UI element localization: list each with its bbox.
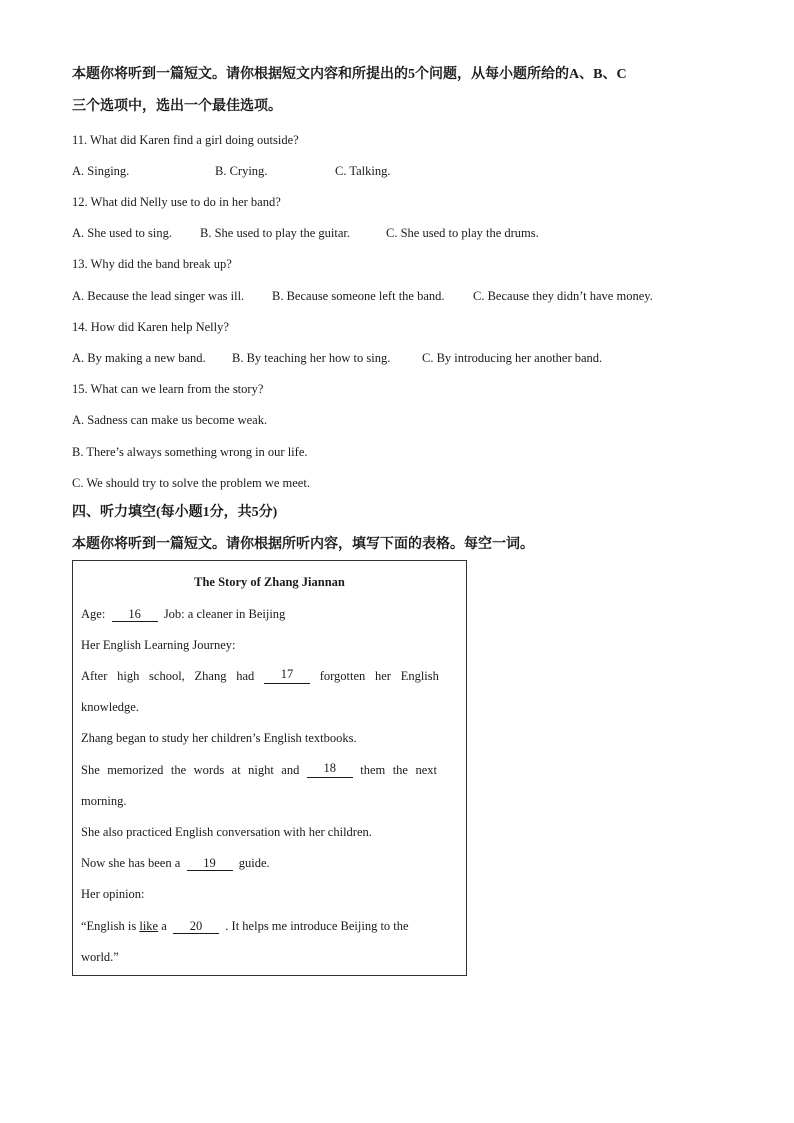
word: had bbox=[236, 669, 255, 683]
opinion-heading: Her opinion: bbox=[81, 887, 145, 901]
journey-line-1b: knowledge. bbox=[81, 700, 139, 714]
fill-in-table bbox=[72, 560, 467, 976]
option-c[interactable]: C. By introducing her another band. bbox=[422, 351, 603, 365]
opinion-line-1 bbox=[81, 918, 409, 934]
option-c[interactable]: C. We should try to solve the problem we meet. bbox=[72, 476, 310, 490]
option-a[interactable]: A. By making a new band. bbox=[72, 351, 206, 365]
word: and bbox=[281, 763, 300, 777]
section3-intro-line1: 本题你将听到一篇短文。请你根据短文内容和所提出的5个问题，从每小题所给的A、B、C bbox=[72, 67, 627, 82]
option-c[interactable]: C. Talking. bbox=[335, 164, 391, 178]
word: the bbox=[170, 763, 187, 777]
blank-17[interactable]: 17 bbox=[264, 668, 310, 684]
word: She bbox=[81, 763, 100, 777]
word: next bbox=[415, 763, 437, 777]
journey-line-2: Zhang began to study her children’s English textbooks. bbox=[81, 731, 357, 745]
opinion-line-1b: world.” bbox=[81, 950, 119, 964]
text: Now she has been a bbox=[81, 856, 181, 870]
option-a[interactable]: A. Singing. bbox=[72, 164, 130, 178]
option-a[interactable]: A. She used to sing. bbox=[72, 226, 172, 240]
word: After bbox=[81, 669, 108, 683]
journey-line-4: She also practiced English conversation with her children. bbox=[81, 825, 372, 839]
journey-line-3b: morning. bbox=[81, 794, 127, 808]
age-row bbox=[81, 606, 285, 622]
text: guide. bbox=[238, 856, 270, 870]
section4-title: 四、听力填空(每小题1分，共5分) bbox=[72, 505, 278, 520]
journey-line-3 bbox=[81, 762, 437, 778]
age-label: Age: bbox=[81, 607, 106, 621]
word: at bbox=[231, 763, 241, 777]
underlined-word: like bbox=[139, 919, 159, 933]
job-text: Job: a cleaner in Beijing bbox=[163, 607, 286, 621]
word: English bbox=[400, 669, 439, 683]
word: school, bbox=[149, 669, 185, 683]
question-13: 13. Why did the band break up? bbox=[72, 257, 232, 271]
question-15: 15. What can we learn from the story? bbox=[72, 382, 264, 396]
word: high bbox=[117, 669, 140, 683]
word: Zhang bbox=[194, 669, 227, 683]
word: them bbox=[360, 763, 386, 777]
word: forgotten bbox=[319, 669, 366, 683]
journey-line-5 bbox=[81, 855, 270, 871]
word: words bbox=[193, 763, 225, 777]
word: night bbox=[248, 763, 274, 777]
option-b[interactable]: B. Crying. bbox=[215, 164, 268, 178]
table-title: The Story of Zhang Jiannan bbox=[194, 575, 345, 589]
blank-20[interactable]: 20 bbox=[173, 920, 219, 934]
question-11: 11. What did Karen find a girl doing outside? bbox=[72, 133, 299, 147]
option-a[interactable]: A. Sadness can make us become weak. bbox=[72, 413, 268, 427]
text: . It helps me introduce Beijing to the bbox=[225, 919, 409, 933]
journey-line-1 bbox=[81, 668, 439, 684]
question-12: 12. What did Nelly use to do in her band? bbox=[72, 195, 281, 209]
option-b[interactable]: B. Because someone left the band. bbox=[272, 289, 445, 303]
section3-intro-line2: 三个选项中，选出一个最佳选项。 bbox=[72, 99, 282, 114]
word: memorized bbox=[107, 763, 164, 777]
option-b[interactable]: B. There’s always something wrong in our life. bbox=[72, 445, 308, 459]
blank-19[interactable]: 19 bbox=[187, 857, 233, 871]
text: “English is bbox=[81, 919, 137, 933]
text: a bbox=[161, 919, 167, 933]
option-a[interactable]: A. Because the lead singer was ill. bbox=[72, 289, 245, 303]
option-c[interactable]: C. Because they didn’t have money. bbox=[473, 289, 653, 303]
blank-16[interactable]: 16 bbox=[112, 608, 158, 622]
blank-18[interactable]: 18 bbox=[307, 762, 353, 778]
option-b[interactable]: B. She used to play the guitar. bbox=[200, 226, 350, 240]
section4-intro: 本题你将听到一篇短文。请你根据所听内容，填写下面的表格。每空一词。 bbox=[72, 537, 534, 552]
option-c[interactable]: C. She used to play the drums. bbox=[386, 226, 539, 240]
word: her bbox=[375, 669, 391, 683]
word: the bbox=[392, 763, 408, 777]
journey-heading: Her English Learning Journey: bbox=[81, 638, 236, 652]
option-b[interactable]: B. By teaching her how to sing. bbox=[232, 351, 391, 365]
question-14: 14. How did Karen help Nelly? bbox=[72, 320, 229, 334]
